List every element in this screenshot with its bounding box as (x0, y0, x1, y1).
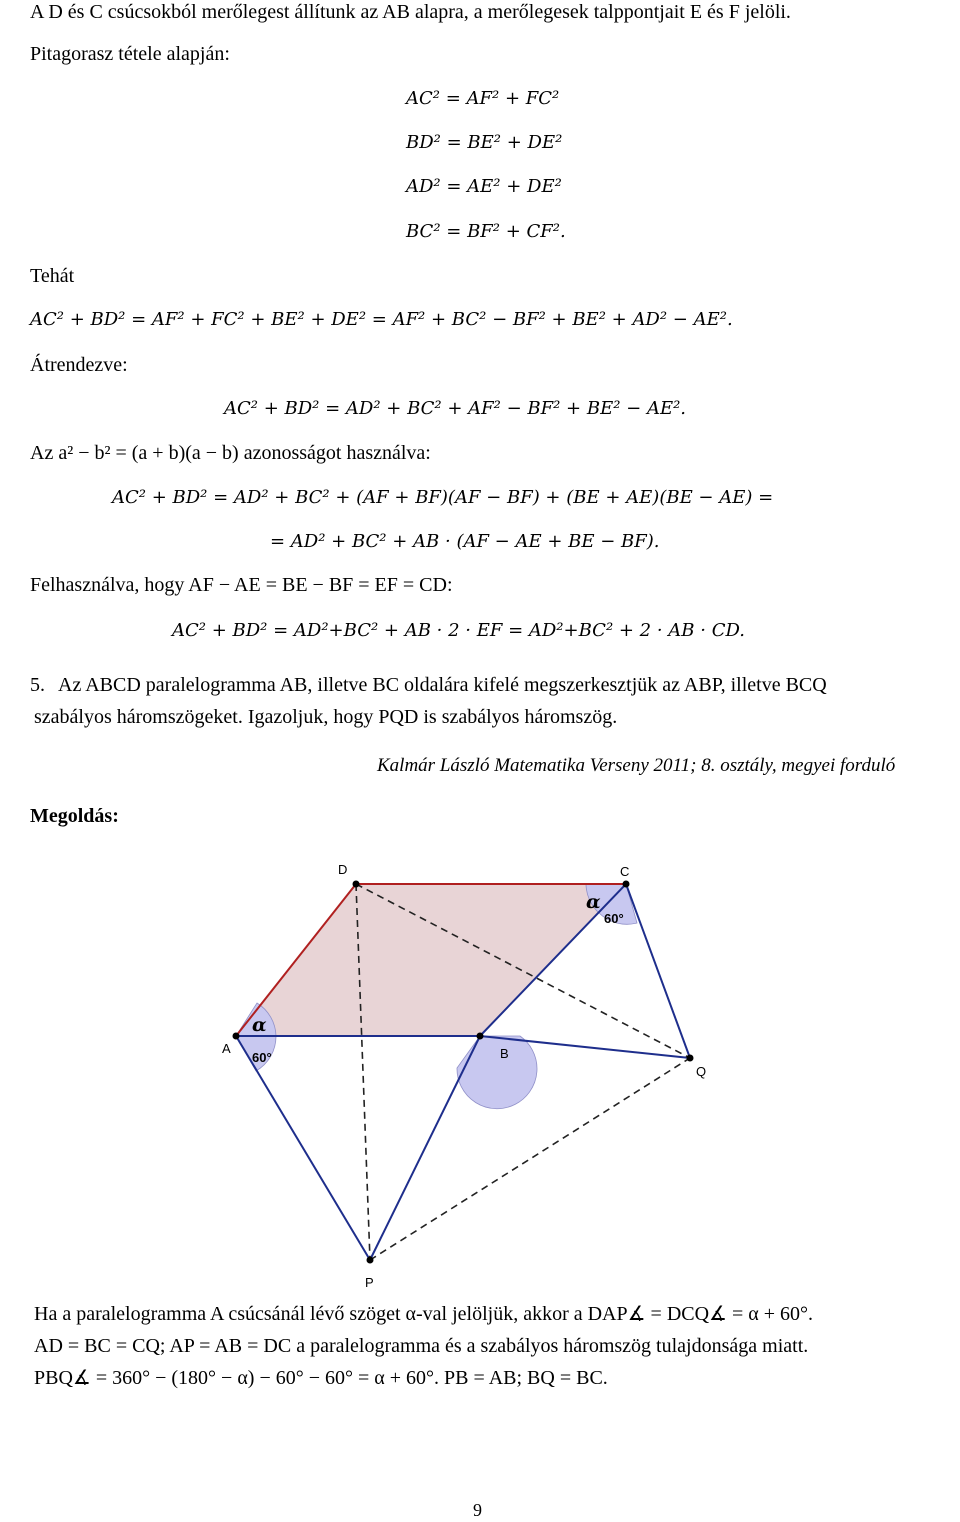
label-a: A (222, 1041, 231, 1056)
equation-1: AC² = AF² + FC² (406, 88, 560, 109)
parallelogram-fill (236, 884, 626, 1036)
solution-line-1: Ha a paralelogramma A csúcsánál lévő szöget α-val jelöljük, akkor a DAP∡ = DCQ∡ = α + 60°. (34, 1303, 814, 1325)
problem-text-2: szabályos háromszögeket. Igazoljuk, hogy PQD is szabályos háromszög. (34, 706, 618, 728)
equation-7: AC² + BD² = AD² + BC² + (AF + BF)(AF − BF) + (BE + AE)(BE − AE) = (112, 487, 774, 508)
felhasznalva-text: Felhasználva, hogy AF − AE = BE − BF = EF = CD: (30, 574, 453, 596)
problem-text-1: Az ABCD paralelogramma AB, illetve BC oldalára kifelé megszerkesztjük az ABP, illetve BCQ (58, 674, 827, 696)
point-a (233, 1033, 240, 1040)
label-b: B (500, 1046, 509, 1061)
tehat-label: Tehát (30, 265, 75, 287)
side-cq (626, 884, 690, 1058)
angle-arc-b (457, 1036, 537, 1109)
point-c (623, 881, 630, 888)
sixty-label-a: 60° (252, 1050, 272, 1065)
page-number: 9 (473, 1500, 482, 1520)
side-ap (236, 1036, 370, 1260)
sixty-label-c: 60° (604, 911, 624, 926)
label-c: C (620, 864, 630, 879)
label-d: D (338, 862, 348, 877)
equation-5: AC² + BD² = AF² + FC² + BE² + DE² = AF² + BC² − BF² + BE² + AD² − AE². (30, 309, 733, 330)
problem-number: 5. (30, 674, 45, 696)
label-p: P (365, 1275, 374, 1290)
intro-line-1: A D és C csúcsokból merőlegest állítunk az AB alapra, a merőlegesek talppontjait E és F jelöli. (30, 1, 791, 23)
equation-8: = AD² + BC² + AB · (AF − AE + BE − BF). (270, 531, 660, 552)
point-p (367, 1257, 374, 1264)
alpha-label-a: α (252, 1014, 267, 1036)
atrendezve-label: Átrendezve: (30, 354, 128, 376)
citation: Kalmár László Matematika Verseny 2011; 8. osztály, megyei forduló (377, 755, 896, 776)
equation-6: AC² + BD² = AD² + BC² + AF² − BF² + BE² − AE². (224, 398, 687, 419)
equation-3: AD² = AE² + DE² (406, 176, 562, 197)
solution-line-2: AD = BC = CQ; AP = AB = DC a paralelogramma és a szabályos háromszög tulajdonsága miatt. (34, 1335, 809, 1357)
identity-text: Az a² − b² = (a + b)(a − b) azonosságot használva: (30, 442, 431, 464)
point-b (477, 1033, 484, 1040)
equation-9: AC² + BD² = AD²+BC² + AB · 2 · EF = AD²+BC² + 2 · AB · CD. (172, 620, 745, 641)
side-bp (370, 1036, 480, 1260)
solution-line-3: PBQ∡ = 360° − (180° − α) − 60° − 60° = α + 60°. PB = AB; BQ = BC. (34, 1367, 608, 1389)
megoldas-heading: Megoldás: (30, 805, 119, 827)
equation-2: BD² = BE² + DE² (406, 132, 563, 153)
point-q (687, 1055, 694, 1062)
intro-line-2: Pitagorasz tétele alapján: (30, 43, 230, 65)
alpha-label-c: α (586, 891, 601, 913)
label-q: Q (696, 1064, 707, 1079)
equation-4: BC² = BF² + CF². (406, 221, 566, 242)
point-d (353, 881, 360, 888)
